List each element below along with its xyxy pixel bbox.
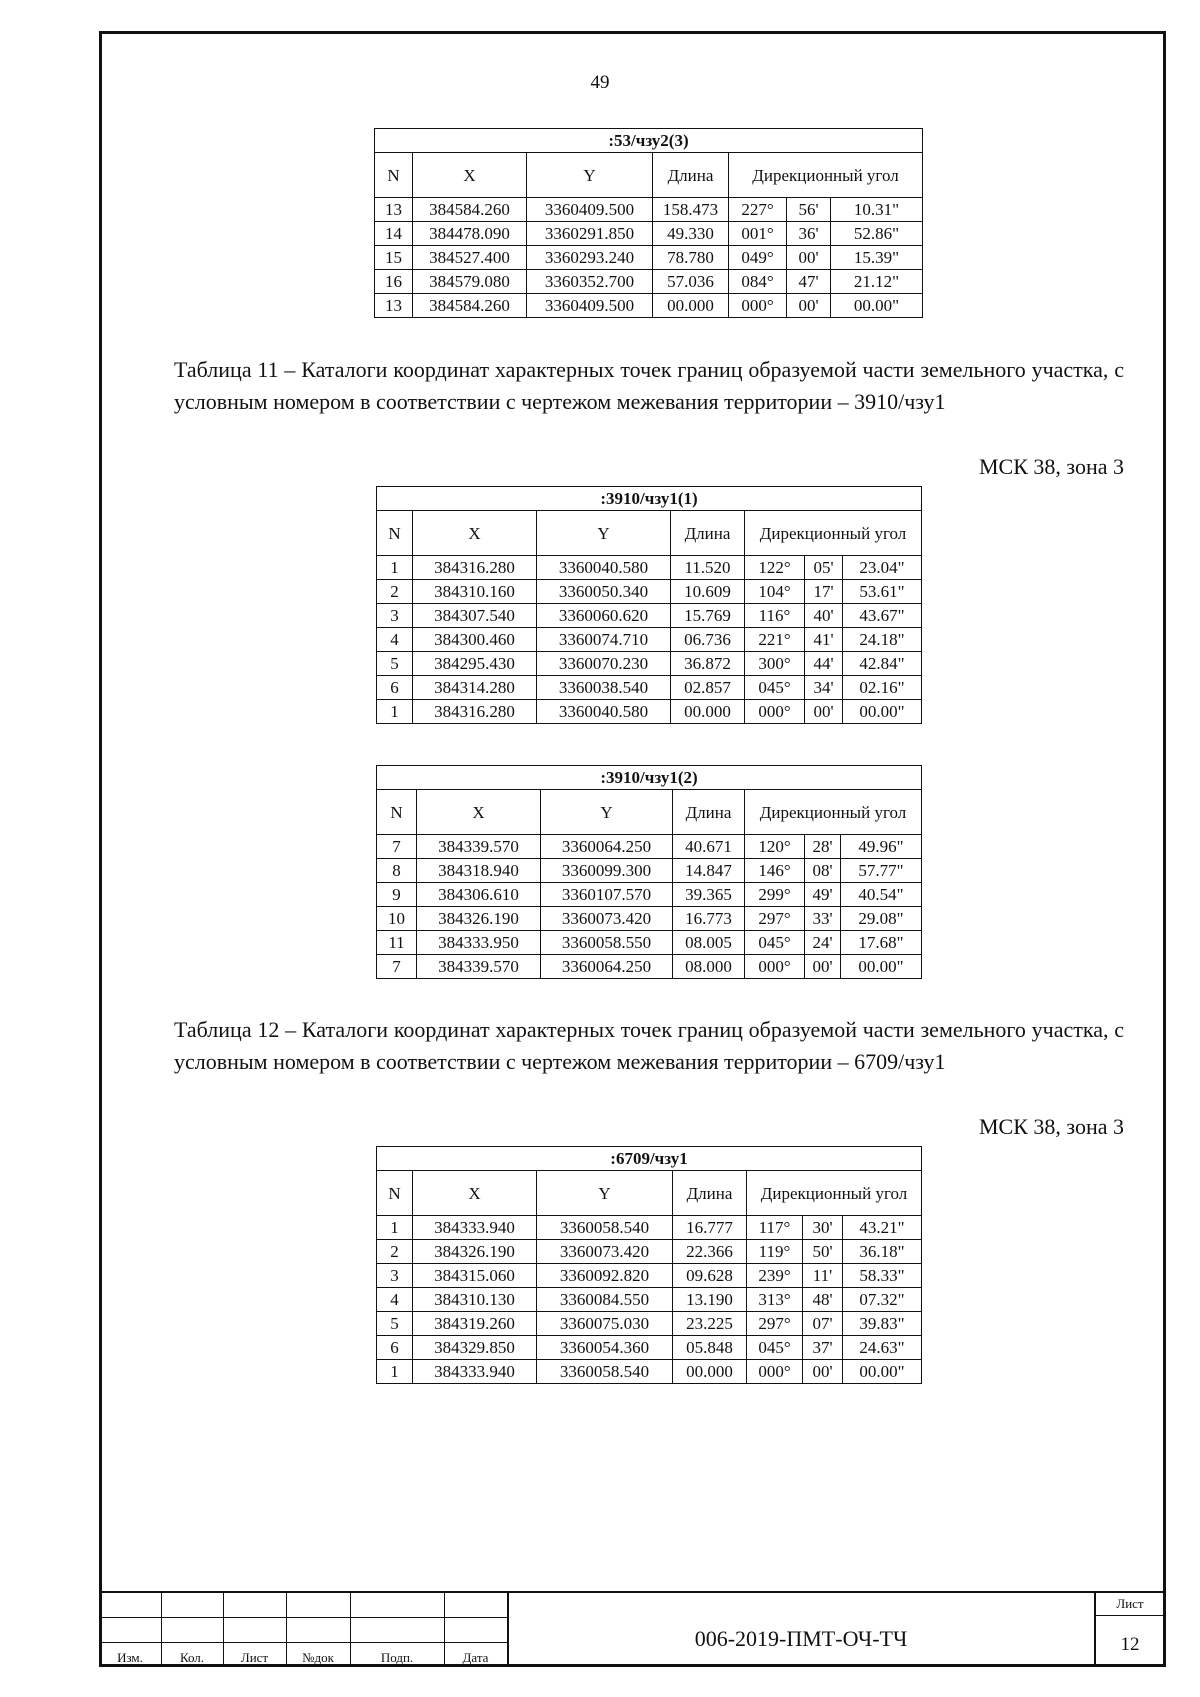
header-n: N: [375, 153, 413, 198]
table-row: [377, 700, 922, 724]
table-title-row: [377, 487, 922, 511]
table-cell: 384339.570: [417, 835, 541, 859]
table-cell: 1: [377, 1360, 413, 1384]
table-cell: 00.000: [671, 700, 745, 724]
table-cell: 3360060.620: [537, 604, 671, 628]
table-cell: 00.000: [673, 1360, 747, 1384]
table-cell: 120°: [745, 835, 805, 859]
table-cell: 43.67": [843, 604, 922, 628]
header-angle: Дирекционный угол: [745, 511, 922, 556]
table-cell: 384316.280: [413, 556, 537, 580]
header-y: Y: [537, 511, 671, 556]
table-cell: 000°: [729, 294, 787, 318]
table-header-row: [377, 1171, 922, 1216]
table-title-row: [377, 766, 922, 790]
table-cell: 104°: [745, 580, 805, 604]
table-cell: 00.00": [831, 294, 923, 318]
stamp-label-ndok: №док: [302, 1650, 334, 1665]
table-cell: 384339.570: [417, 955, 541, 979]
table-cell: 43.21": [843, 1216, 922, 1240]
table-cell: 30': [803, 1216, 843, 1240]
table-row: [375, 222, 923, 246]
table-cell: 384579.080: [413, 270, 527, 294]
table-row: [377, 1360, 922, 1384]
table-title: :53/чзу2(3): [375, 129, 923, 153]
table-cell: 57.036: [653, 270, 729, 294]
table-cell: 16.773: [673, 907, 745, 931]
stamp-label-podp: Подп.: [380, 1650, 414, 1665]
table-cell: 000°: [747, 1360, 803, 1384]
table-cell: 3360038.540: [537, 676, 671, 700]
table-cell: 3: [377, 1264, 413, 1288]
table-cell: 3360352.700: [527, 270, 653, 294]
table-cell: 3360092.820: [537, 1264, 673, 1288]
table-cell: 13.190: [673, 1288, 747, 1312]
table-cell: 15.769: [671, 604, 745, 628]
table-cell: 00.00": [843, 700, 922, 724]
table-cell: 23.225: [673, 1312, 747, 1336]
table-row: [377, 652, 922, 676]
table-cell: 384478.090: [413, 222, 527, 246]
table-cell: 4: [377, 1288, 413, 1312]
header-length: Длина: [673, 1171, 747, 1216]
table-cell: 3360293.240: [527, 246, 653, 270]
table-header-row: [377, 790, 922, 835]
table-cell: 297°: [745, 907, 805, 931]
table-cell: 57.77": [841, 859, 922, 883]
table-cell: 8: [377, 859, 417, 883]
table-cell: 36': [787, 222, 831, 246]
table-cell: 37': [803, 1336, 843, 1360]
coordinate-system-label: МСК 38, зона 3: [978, 454, 1124, 479]
table-cell: 9: [377, 883, 417, 907]
table-cell: 40.54": [841, 883, 922, 907]
header-n: N: [377, 790, 417, 835]
table-cell: 6: [377, 676, 413, 700]
table-cell: 384527.400: [413, 246, 527, 270]
table-cell: 3360074.710: [537, 628, 671, 652]
table-cell: 3360073.420: [541, 907, 673, 931]
table-cell: 1: [377, 1216, 413, 1240]
table-cell: 384316.280: [413, 700, 537, 724]
stamp-label-kol: Кол.: [179, 1650, 205, 1665]
table-cell: 384326.190: [413, 1240, 537, 1264]
table-cell: 05.848: [673, 1336, 747, 1360]
table-title-row: [377, 1147, 922, 1171]
header-angle: Дирекционный угол: [745, 790, 922, 835]
table-cell: 297°: [747, 1312, 803, 1336]
table-cell: 384333.940: [413, 1216, 537, 1240]
table-cell: 146°: [745, 859, 805, 883]
table-cell: 09.628: [673, 1264, 747, 1288]
table-row: [377, 556, 922, 580]
table-cell: 40': [805, 604, 843, 628]
table-cell: 3360040.580: [537, 700, 671, 724]
coordinate-system-label: МСК 38, зона 3: [978, 1114, 1124, 1139]
table-cell: 045°: [745, 931, 805, 955]
table-cell: 3360075.030: [537, 1312, 673, 1336]
table-cell: 3360099.300: [541, 859, 673, 883]
table-cell: 48': [803, 1288, 843, 1312]
table-cell: 17': [805, 580, 843, 604]
table-cell: 3: [377, 604, 413, 628]
table-title: :3910/чзу1(2): [377, 766, 922, 790]
table-cell: 15: [375, 246, 413, 270]
table-cell: 7: [377, 835, 417, 859]
table-cell: 158.473: [653, 198, 729, 222]
table-cell: 384584.260: [413, 294, 527, 318]
table-cell: 11.520: [671, 556, 745, 580]
table-cell: 000°: [745, 955, 805, 979]
table-row: [377, 1336, 922, 1360]
table-cell: 06.736: [671, 628, 745, 652]
table-header-row: [377, 511, 922, 556]
table-cell: 3360064.250: [541, 835, 673, 859]
table-cell: 3360058.550: [541, 931, 673, 955]
table-cell: 11': [803, 1264, 843, 1288]
table-cell: 384315.060: [413, 1264, 537, 1288]
stamp-label-list: Лист: [240, 1650, 269, 1665]
table-cell: 6: [377, 1336, 413, 1360]
table-cell: 05': [805, 556, 843, 580]
table-row: [377, 883, 922, 907]
table-cell: 384333.950: [417, 931, 541, 955]
table-cell: 384319.260: [413, 1312, 537, 1336]
table-caption: Таблица 11 – Каталоги координат характерных точек границ образуемой части земельного участка, с условным номером в соответствии с чертежом межевания территории – 3910/чзу1: [174, 357, 1124, 414]
header-angle: Дирекционный угол: [747, 1171, 922, 1216]
table-row: [377, 580, 922, 604]
table-cell: 384333.940: [413, 1360, 537, 1384]
table-cell: 10.609: [671, 580, 745, 604]
coordinate-table: [374, 128, 923, 318]
table-cell: 08.005: [673, 931, 745, 955]
table-cell: 3360058.540: [537, 1360, 673, 1384]
table-row: [377, 859, 922, 883]
table-cell: 16.777: [673, 1216, 747, 1240]
table-cell: 78.780: [653, 246, 729, 270]
table-cell: 045°: [745, 676, 805, 700]
table-cell: 3360073.420: [537, 1240, 673, 1264]
table-cell: 13: [375, 294, 413, 318]
table-cell: 42.84": [843, 652, 922, 676]
header-x: X: [417, 790, 541, 835]
table-cell: 384310.130: [413, 1288, 537, 1312]
table-cell: 36.872: [671, 652, 745, 676]
table-cell: 00.00": [843, 1360, 922, 1384]
table-cell: 313°: [747, 1288, 803, 1312]
table-cell: 3360040.580: [537, 556, 671, 580]
table-cell: 16: [375, 270, 413, 294]
table-cell: 02.857: [671, 676, 745, 700]
table-row: [377, 955, 922, 979]
table-cell: 3360058.540: [537, 1216, 673, 1240]
table-row: [377, 907, 922, 931]
header-angle: Дирекционный угол: [729, 153, 923, 198]
table-row: [377, 1288, 922, 1312]
table-cell: 227°: [729, 198, 787, 222]
table-cell: 58.33": [843, 1264, 922, 1288]
table-cell: 00.000: [653, 294, 729, 318]
table-cell: 1: [377, 556, 413, 580]
table-cell: 33': [805, 907, 841, 931]
table-cell: 07.32": [843, 1288, 922, 1312]
table-cell: 14.847: [673, 859, 745, 883]
table-cell: 44': [805, 652, 843, 676]
table-cell: 15.39": [831, 246, 923, 270]
table-cell: 00': [805, 955, 841, 979]
table-cell: 13: [375, 198, 413, 222]
table-cell: 10.31": [831, 198, 923, 222]
table-cell: 56': [787, 198, 831, 222]
header-y: Y: [541, 790, 673, 835]
table-cell: 22.366: [673, 1240, 747, 1264]
table-cell: 29.08": [841, 907, 922, 931]
table-cell: 122°: [745, 556, 805, 580]
header-length: Длина: [653, 153, 729, 198]
table-title: :3910/чзу1(1): [377, 487, 922, 511]
table-cell: 08.000: [673, 955, 745, 979]
table-cell: 39.365: [673, 883, 745, 907]
table-cell: 384318.940: [417, 859, 541, 883]
coordinate-table: [376, 486, 922, 724]
header-x: X: [413, 1171, 537, 1216]
table-row: [377, 1264, 922, 1288]
table-cell: 384306.610: [417, 883, 541, 907]
table-cell: 3360409.500: [527, 198, 653, 222]
table-row: [375, 294, 923, 318]
table-cell: 384329.850: [413, 1336, 537, 1360]
table-header-row: [375, 153, 923, 198]
table-row: [377, 835, 922, 859]
table-cell: 049°: [729, 246, 787, 270]
coordinate-table: [376, 765, 922, 979]
table-cell: 384300.460: [413, 628, 537, 652]
table-cell: 00.00": [841, 955, 922, 979]
table-cell: 384310.160: [413, 580, 537, 604]
table-cell: 3360084.550: [537, 1288, 673, 1312]
table-cell: 239°: [747, 1264, 803, 1288]
table-cell: 045°: [747, 1336, 803, 1360]
header-length: Длина: [673, 790, 745, 835]
table-cell: 3360070.230: [537, 652, 671, 676]
table-cell: 5: [377, 652, 413, 676]
table-cell: 02.16": [843, 676, 922, 700]
header-n: N: [377, 1171, 413, 1216]
table-cell: 300°: [745, 652, 805, 676]
stamp-label-data: Дата: [462, 1650, 489, 1665]
table-cell: 299°: [745, 883, 805, 907]
table-cell: 384326.190: [417, 907, 541, 931]
table-cell: 24.63": [843, 1336, 922, 1360]
table-cell: 3360064.250: [541, 955, 673, 979]
header-y: Y: [537, 1171, 673, 1216]
table-cell: 2: [377, 580, 413, 604]
table-row: [377, 1216, 922, 1240]
table-cell: 34': [805, 676, 843, 700]
table-cell: 00': [787, 294, 831, 318]
table-cell: 4: [377, 628, 413, 652]
table-cell: 21.12": [831, 270, 923, 294]
table-cell: 00': [803, 1360, 843, 1384]
stamp-label-izm: Изм.: [117, 1650, 143, 1665]
table-cell: 00': [805, 700, 843, 724]
table-row: [377, 1240, 922, 1264]
table-cell: 40.671: [673, 835, 745, 859]
table-title-row: [375, 129, 923, 153]
table-cell: 41': [805, 628, 843, 652]
table-cell: 49': [805, 883, 841, 907]
table-cell: 2: [377, 1240, 413, 1264]
table-row: [377, 1312, 922, 1336]
table-cell: 36.18": [843, 1240, 922, 1264]
table-cell: 384314.280: [413, 676, 537, 700]
table-cell: 3360050.340: [537, 580, 671, 604]
table-cell: 384584.260: [413, 198, 527, 222]
table-cell: 7: [377, 955, 417, 979]
table-cell: 084°: [729, 270, 787, 294]
table-cell: 47': [787, 270, 831, 294]
table-cell: 116°: [745, 604, 805, 628]
header-n: N: [377, 511, 413, 556]
table-row: [375, 270, 923, 294]
table-cell: 221°: [745, 628, 805, 652]
sheet-number: 12: [1120, 1634, 1140, 1655]
table-cell: 00': [787, 246, 831, 270]
table-cell: 08': [805, 859, 841, 883]
table-cell: 3360291.850: [527, 222, 653, 246]
table-cell: 5: [377, 1312, 413, 1336]
document-code: 006-2019-ПМТ-ОЧ-ТЧ: [694, 1626, 908, 1651]
table-row: [375, 246, 923, 270]
table-cell: 117°: [747, 1216, 803, 1240]
table-cell: 53.61": [843, 580, 922, 604]
table-cell: 3360409.500: [527, 294, 653, 318]
table-cell: 1: [377, 700, 413, 724]
table-cell: 23.04": [843, 556, 922, 580]
table-cell: 000°: [745, 700, 805, 724]
header-y: Y: [527, 153, 653, 198]
table-row: [377, 604, 922, 628]
table-cell: 3360054.360: [537, 1336, 673, 1360]
sheet-label: Лист: [1116, 1596, 1144, 1611]
table-cell: 49.96": [841, 835, 922, 859]
table-cell: 24': [805, 931, 841, 955]
table-title: :6709/чзу1: [377, 1147, 922, 1171]
table-cell: 10: [377, 907, 417, 931]
coordinate-table: [376, 1146, 922, 1384]
page-number: 49: [590, 72, 610, 93]
table-cell: 50': [803, 1240, 843, 1264]
header-length: Длина: [671, 511, 745, 556]
table-cell: 49.330: [653, 222, 729, 246]
table-caption: Таблица 12 – Каталоги координат характерных точек границ образуемой части земельного участка, с условным номером в соответствии с чертежом межевания территории – 6709/чзу1: [174, 1017, 1124, 1074]
table-cell: 119°: [747, 1240, 803, 1264]
header-x: X: [413, 153, 527, 198]
table-cell: 24.18": [843, 628, 922, 652]
table-row: [375, 198, 923, 222]
table-row: [377, 931, 922, 955]
table-cell: 384295.430: [413, 652, 537, 676]
table-cell: 28': [805, 835, 841, 859]
table-row: [377, 628, 922, 652]
table-cell: 07': [803, 1312, 843, 1336]
table-cell: 17.68": [841, 931, 922, 955]
table-cell: 3360107.570: [541, 883, 673, 907]
header-x: X: [413, 511, 537, 556]
table-cell: 11: [377, 931, 417, 955]
table-row: [377, 676, 922, 700]
table-cell: 384307.540: [413, 604, 537, 628]
table-cell: 14: [375, 222, 413, 246]
table-cell: 001°: [729, 222, 787, 246]
table-cell: 52.86": [831, 222, 923, 246]
table-cell: 39.83": [843, 1312, 922, 1336]
